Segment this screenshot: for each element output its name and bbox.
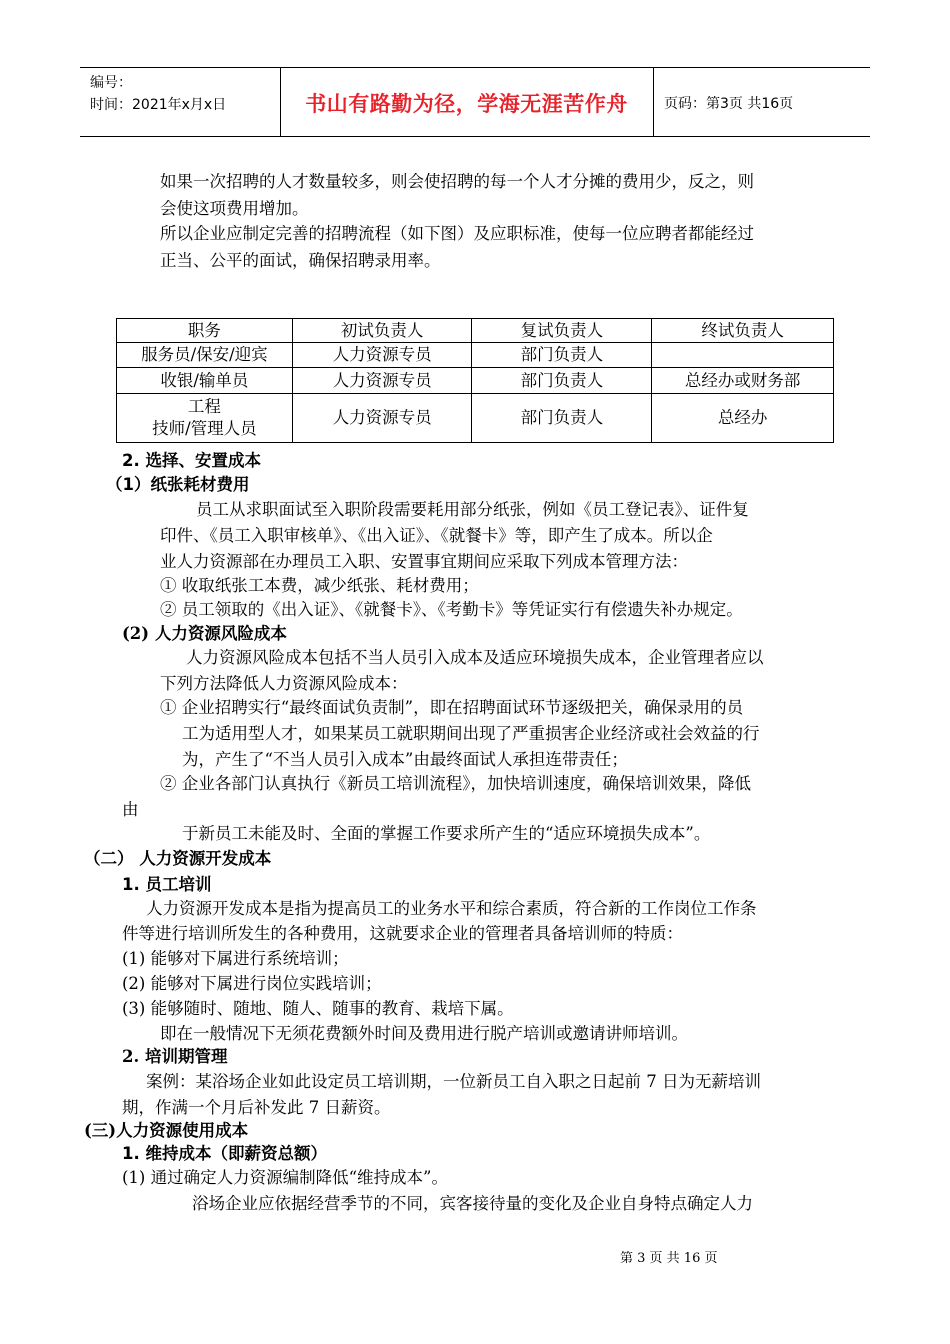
table-cell: 总经办 [652,394,834,443]
part2-s2-line1: 案例：某浴场企业如此设定员工培训期，一位新员工自入职之日起前 7 日为无薪培训 [146,1072,761,1091]
part3-heading: (三)人力资源使用成本 [84,1121,249,1140]
intro-p2-line1: 所以企业应制定完善的招聘流程（如下图）及应职标准，使每一位应聘者都能经过 [160,224,754,243]
header-motto: 书山有路勤为径，学海无涯苦作舟 [305,92,628,116]
table-header-cell: 终试负责人 [652,319,834,343]
section2-sub1-line3: 业人力资源部在办理员工入职、安置事宜期间应采取下列成本管理方法： [160,552,688,571]
section2-sub1-item1: ① 收取纸张工本费，减少纸张、耗材费用； [160,576,479,595]
part2-s1-item3: (3) 能够随时、随地、随人、随事的教育、栽培下属。 [122,999,514,1018]
table-cell-line: 技师/管理人员 [152,419,257,438]
table-cell: 部门负责人 [472,343,652,368]
table-row [117,343,834,368]
header-bottom-rule [80,136,870,137]
table-cell: 部门负责人 [472,368,652,394]
table-cell-line: 工程 [187,397,221,416]
table-header-cell: 初试负责人 [292,319,472,343]
table-cell: 人力资源专员 [292,394,472,443]
section2-sub1-line1: 员工从求职面试至入职阶段需要耗用部分纸张，例如《员工登记表》、证件复 [196,500,749,519]
part2-s1-line2: 件等进行培训所发生的各种费用，这就要求企业的管理者具备培训师的特质： [122,924,683,943]
section2-sub1-item2: ② 员工领取的《出入证》、《就餐卡》、《考勤卡》等凭证实行有偿遗失补办规定。 [160,600,743,619]
section2-sub2-item1-line3: 为，产生了“不当人员引入成本”由最终面试人承担连带责任； [182,750,628,769]
table-cell [652,343,834,368]
section2-sub1-heading: （1）纸张耗材费用 [106,475,250,494]
section2-sub2-heading: (2) 人力资源风险成本 [122,624,287,643]
table-row [117,394,834,443]
header-date-label: 时间：2021年x月x日 [90,97,227,113]
section2-sub1-line2: 印件、《员工入职审核单》、《出入证》、《就餐卡》等，即产生了成本。所以企 [160,526,713,545]
section2-sub2-line2: 下列方法降低人力资源风险成本： [160,674,408,693]
header-page-info: 页码：第3页 共16页 [664,96,794,112]
intro-p1-line2: 会使这项费用增加。 [160,199,309,218]
header-meta [90,72,226,116]
part2-s1-item1: (1) 能够对下属进行系统培训； [122,949,349,968]
table-header-cell: 复试负责人 [472,319,652,343]
table-row [117,368,834,394]
part2-s1-line1: 人力资源开发成本是指为提高员工的业务水平和综合素质，符合新的工作岗位工作条 [146,899,757,918]
table-cell: 收银/输单员 [117,368,293,394]
table-cell: 总经办或财务部 [652,368,834,394]
section2-sub2-item2-line3: 于新员工未能及时、全面的掌握工作要求所产生的“适应环境损失成本”。 [182,824,711,843]
section2-sub2-item2-line1: ② 企业各部门认真执行《新员工培训流程》，加快培训速度，确保培训效果，降低 [160,774,751,793]
part2-s1-item2: (2) 能够对下属进行岗位实践培训； [122,974,382,993]
part3-s1-line1: 浴场企业应依据经营季节的不同，宾客接待量的变化及企业自身特点确定人力 [192,1194,753,1213]
intro-p1-line1: 如果一次招聘的人才数量较多，则会使招聘的每一个人才分摊的费用少，反之，则 [160,172,754,191]
table-cell [117,394,293,443]
interview-responsibility-table [116,318,834,443]
section2-sub2-item1-line2: 工为适用型人才，如果某员工就职期间出现了严重损害企业经济或社会效益的行 [182,724,760,743]
part3-s1-item1: (1) 通过确定人力资源编制降低“维持成本”。 [122,1168,448,1187]
part2-s1-heading: 1. 员工培训 [122,875,212,894]
part2-s1-line3: 即在一般情况下无须花费额外时间及费用进行脱产培训或邀请讲师培训。 [160,1024,688,1043]
part3-s1-heading: 1. 维持成本（即薪资总额） [122,1144,327,1163]
table-cell: 人力资源专员 [292,368,472,394]
table-cell: 服务员/保安/迎宾 [117,343,293,368]
intro-p2-line2: 正当、公平的面试，确保招聘录用率。 [160,251,441,270]
header-number-label: 编号： [90,75,132,91]
page-footer: 第 3 页 共 16 页 [620,1251,718,1266]
section2-sub2-item2-line2: 由 [122,800,139,819]
table-cell: 人力资源专员 [292,343,472,368]
part2-s2-line2: 期，作满一个月后补发此 7 日薪资。 [122,1098,391,1117]
table-header-cell: 职务 [117,319,293,343]
section2-sub2-item1-line1: ① 企业招聘实行“最终面试负责制”，即在招聘面试环节逐级把关，确保录用的员 [160,698,744,717]
part2-s2-heading: 2. 培训期管理 [122,1047,228,1066]
part2-heading: （二） 人力资源开发成本 [84,849,272,868]
section2-heading: 2. 选择、安置成本 [122,451,261,470]
header-divider-right [653,67,654,136]
table-cell: 部门负责人 [472,394,652,443]
header-top-rule [80,67,870,68]
section2-sub2-line1: 人力资源风险成本包括不当人员引入成本及适应环境损失成本，企业管理者应以 [186,648,764,667]
table-header-row [117,319,834,343]
